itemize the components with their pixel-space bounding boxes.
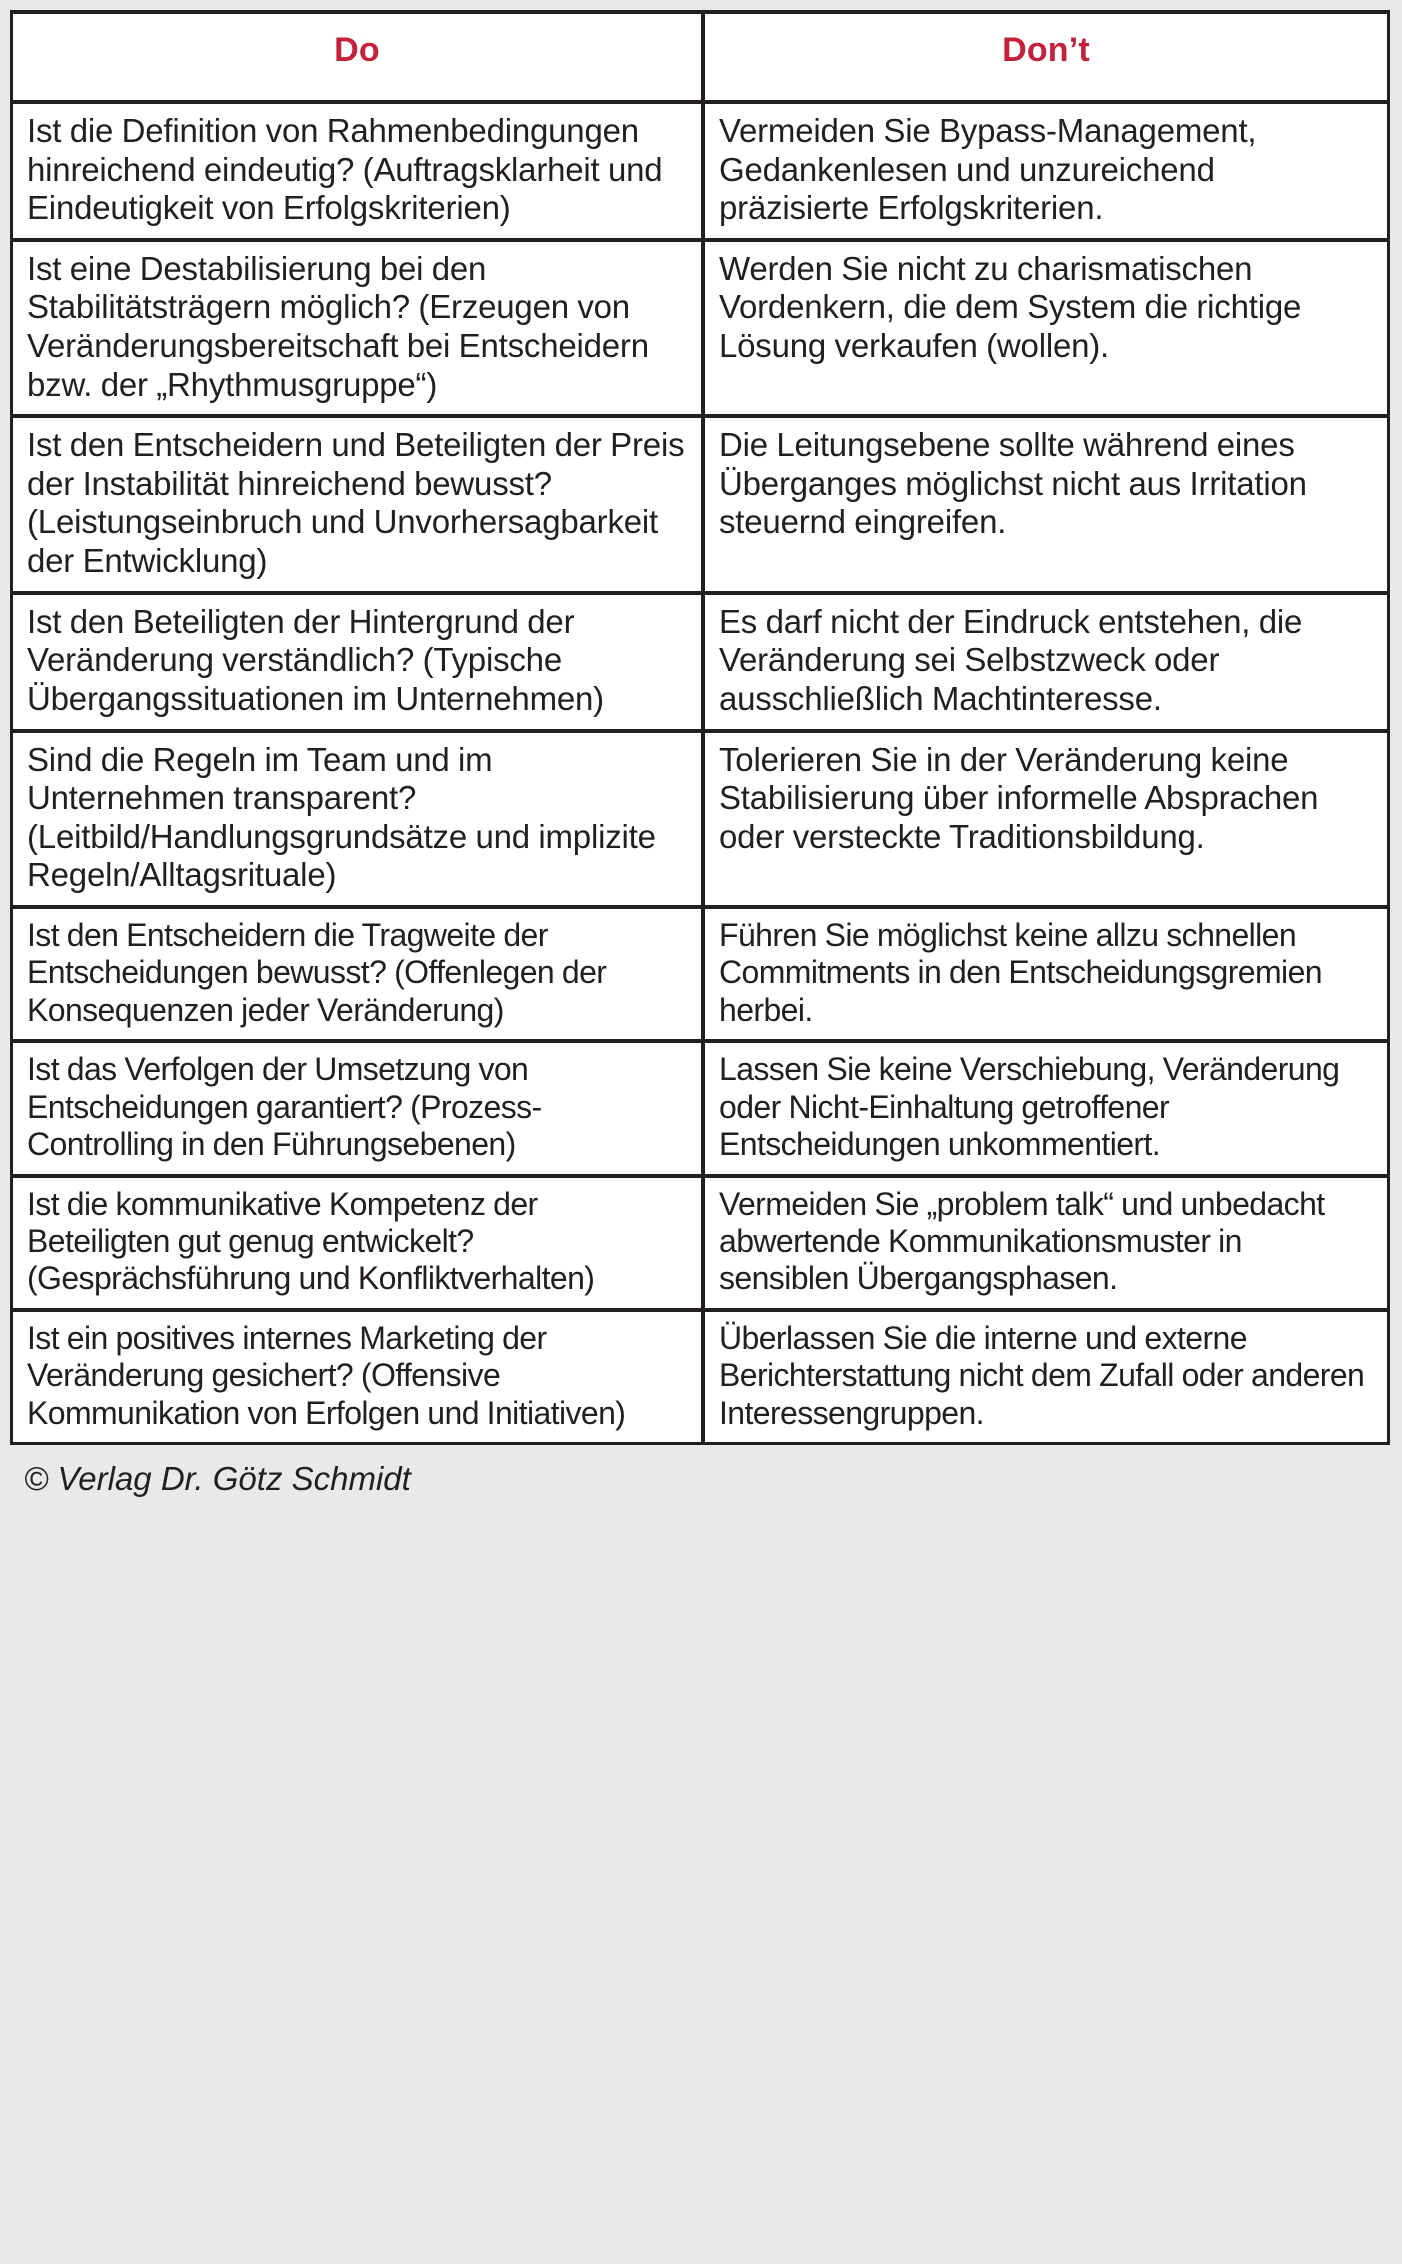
dont-cell	[703, 416, 1387, 592]
table-row	[13, 1041, 1387, 1175]
do-dont-table	[13, 14, 1387, 1442]
do-dont-table-container	[10, 10, 1390, 1445]
dont-cell	[703, 1310, 1387, 1442]
do-cell	[13, 102, 703, 240]
table-row	[13, 593, 1387, 731]
do-cell	[13, 416, 703, 592]
do-cell	[13, 731, 703, 907]
do-cell	[13, 1041, 703, 1175]
table-row	[13, 907, 1387, 1041]
dont-cell	[703, 1041, 1387, 1175]
do-cell	[13, 1310, 703, 1442]
dont-cell	[703, 731, 1387, 907]
dont-cell-text: Die Leitungsebene sollte während eines Überganges möglichst nicht aus Irritation steuernd eingreifen.	[719, 426, 1307, 541]
table-header	[13, 14, 1387, 102]
dont-cell-text: Vermeiden Sie Bypass-Management, Gedankenlesen und unzureichend präzisierte Erfolgskriterien.	[719, 112, 1257, 227]
dont-cell	[703, 102, 1387, 240]
do-cell-text: Ist eine Destabilisierung bei den Stabilitätsträgern möglich? (Erzeugen von Veränderungsbereitschaft bei Entscheidern bzw. der „Rhythmusgruppe“)	[27, 249, 649, 403]
table-row	[13, 731, 1387, 907]
do-cell-text: Ist den Beteiligten der Hintergrund der Veränderung verständlich? (Typische Übergangssituationen im Unternehmen)	[27, 602, 604, 717]
do-cell	[13, 593, 703, 731]
do-cell-text: Ist die Definition von Rahmenbedingungen hinreichend eindeutig? (Auftragsklarheit und Eindeutigkeit von Erfolgskriterien)	[27, 112, 663, 227]
do-cell	[13, 907, 703, 1041]
dont-cell	[703, 593, 1387, 731]
dont-cell-text: Lassen Sie keine Verschiebung, Veränderung oder Nicht-Einhaltung getroffener Entscheidungen unkommentiert.	[719, 1051, 1340, 1163]
column-header-dont-label: Don’t	[1002, 31, 1090, 69]
dont-cell	[703, 1176, 1387, 1310]
table-row	[13, 240, 1387, 416]
table-row	[13, 416, 1387, 592]
dont-cell-text: Führen Sie möglichst keine allzu schnellen Commitments in den Entscheidungsgremien herbei.	[719, 916, 1322, 1028]
table-row	[13, 102, 1387, 240]
do-cell-text: Ist den Entscheidern und Beteiligten der Preis der Instabilität hinreichend bewusst? (Leistungseinbruch und Unvorhersagbarkeit der Entwicklung)	[27, 426, 685, 580]
dont-cell	[703, 240, 1387, 416]
do-cell	[13, 1176, 703, 1310]
do-cell	[13, 240, 703, 416]
do-cell-text: Ist ein positives internes Marketing der Veränderung gesichert? (Offensive Kommunikation von Erfolgen und Initiativen)	[27, 1319, 626, 1431]
table-body	[13, 102, 1387, 1442]
dont-cell-text: Tolerieren Sie in der Veränderung keine Stabilisierung über informelle Absprachen oder versteckte Traditionsbildung.	[719, 740, 1319, 855]
copyright-notice: © Verlag Dr. Götz Schmidt	[24, 1460, 411, 1497]
table-header-row	[13, 14, 1387, 102]
column-header-do-label: Do	[334, 31, 380, 69]
column-header-do	[13, 14, 703, 102]
dont-cell-text: Es darf nicht der Eindruck entstehen, die Veränderung sei Selbstzweck oder ausschließlich Machtinteresse.	[719, 602, 1303, 717]
dont-cell-text: Werden Sie nicht zu charismatischen Vordenkern, die dem System die richtige Lösung verkaufen (wollen).	[719, 249, 1302, 365]
footer	[10, 1445, 1390, 1499]
table-row	[13, 1176, 1387, 1310]
do-cell-text: Sind die Regeln im Team und im Unternehmen transparent? (Leitbild/Handlungsgrundsätze und implizite Regeln/Alltagsrituale)	[27, 740, 656, 894]
do-cell-text: Ist den Entscheidern die Tragweite der Entscheidungen bewusst? (Offenlegen der Konsequenzen jeder Veränderung)	[27, 916, 607, 1028]
dont-cell-text: Vermeiden Sie „problem talk“ und unbedacht abwertende Kommunikationsmuster in sensiblen Übergangsphasen.	[719, 1185, 1325, 1297]
dont-cell-text: Überlassen Sie die interne und externe Berichterstattung nicht dem Zufall oder anderen Interessengruppen.	[719, 1319, 1365, 1431]
column-header-dont	[703, 14, 1387, 102]
do-cell-text: Ist die kommunikative Kompetenz der Beteiligten gut genug entwickelt? (Gesprächsführung und Konfliktverhalten)	[27, 1185, 595, 1297]
dont-cell	[703, 907, 1387, 1041]
do-cell-text: Ist das Verfolgen der Umsetzung von Entscheidungen garantiert? (Prozess-Controlling in den Führungsebenen)	[27, 1051, 542, 1163]
table-row	[13, 1310, 1387, 1442]
